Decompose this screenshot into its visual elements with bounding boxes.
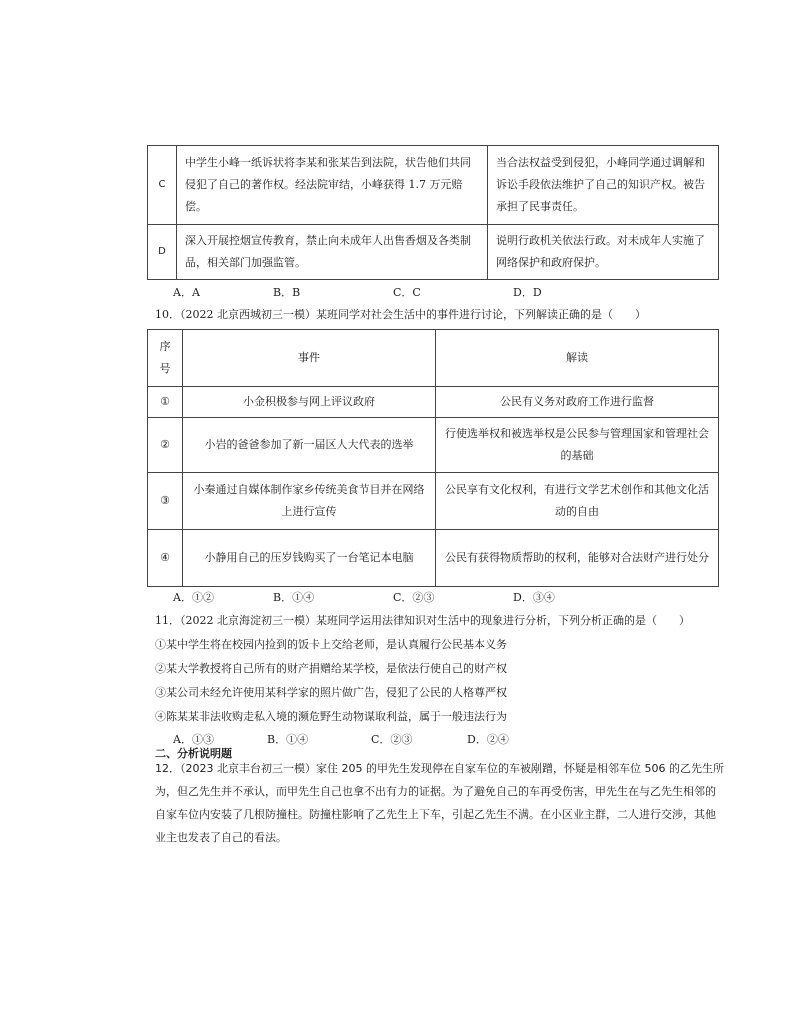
option-c: C．C [393,286,421,299]
question11-item: ③某公司未经允许使用某科学家的照片做广告，侵犯了公民的人格尊严权 [155,686,507,699]
question11-item: ④陈某某非法收购走私入境的濒危野生动物谋取利益，属于一般违法行为 [155,710,507,723]
explain-cell: 说明行政机关依法行政。对未成年人实施了网络保护和政府保护。 [488,225,719,280]
option-c: C．②③ [393,591,435,604]
explain-cell: 公民有义务对政府工作进行监督 [436,387,719,418]
question12-text: 12．（2023 北京丰台初三一模）家住 205 的甲先生发现停在自家车位的车被剐蹭，怀疑是相邻车位 506 的乙先生所为，但乙先生并不承认，而甲先生自己也拿不出有力的证据。为了避免自己的车再受伤害，甲先生在与乙先生相邻的自家车位内安装了几根防撞柱。防撞柱影响了乙先生上下车，引起乙先生不满。在小区业主群，二人进行交涉，其他业主也发表了自己的看法。 [155,762,724,844]
event-cell: 小秦通过自媒体制作家乡传统美食节目并在网络上进行宣传 [183,473,436,530]
event-cell: 小金积极参与网上评议政府 [183,387,436,418]
question11-item: ①某中学生将在校园内捡到的饭卡上交给老师，是认真履行公民基本义务 [155,638,507,651]
explain-cell: 当合法权益受到侵犯，小峰同学通过调解和诉讼手段依法维护了自己的知识产权。被告承担了民事责任。 [488,146,719,225]
option-b: B．B [273,286,301,299]
explain-cell: 公民有获得物质帮助的权利，能够对合法财产进行处分 [436,530,719,587]
question10-stem: 10．（2022 北京西城初三一模）某班同学对社会生活中的事件进行讨论，下列解读正确的是（ ） [155,308,646,321]
table-row [148,473,719,530]
table-row [148,387,719,418]
option-label: D [148,225,177,280]
option-b: B．①④ [267,733,309,746]
table-row [148,225,719,280]
table-header-row [148,330,719,387]
question9-table-continued [147,145,719,280]
option-label: C [148,146,177,225]
header-no: 序号 [148,330,183,387]
row-number: ② [148,418,183,473]
option-c: C．②③ [371,733,413,746]
event-cell: 中学生小峰一纸诉状将李某和张某告到法院，状告他们共同侵犯了自己的著作权。经法院审结，小峰获得 1.7 万元赔偿。 [177,146,488,225]
option-d: D．②④ [467,733,509,746]
question11-item: ②某大学教授将自己所有的财产捐赠给某学校，是依法行使自己的财产权 [155,662,507,675]
event-cell: 小静用自己的压岁钱购买了一台笔记本电脑 [183,530,436,587]
section-heading: 二、分析说明题 [155,747,232,760]
table-row [148,146,719,225]
option-a: A．①③ [173,733,214,746]
row-number: ④ [148,530,183,587]
option-d: D．D [513,286,542,299]
row-number: ① [148,387,183,418]
table-row [148,418,719,473]
explain-cell: 公民享有文化权利，有进行文学艺术创作和其他文化活动的自由 [436,473,719,530]
explain-cell: 行使选举权和被选举权是公民参与管理国家和管理社会的基础 [436,418,719,473]
header-explain: 解读 [436,330,719,387]
row-number: ③ [148,473,183,530]
option-a: A．A [173,286,200,299]
table-row [148,530,719,587]
question11-stem: 11．（2022 北京海淀初三一模）某班同学运用法律知识对生活中的现象进行分析，下列分析正确的是（ ） [155,614,690,627]
question10-table [147,329,719,587]
option-d: D．③④ [513,591,555,604]
option-b: B．①④ [273,591,315,604]
header-event: 事件 [183,330,436,387]
event-cell: 小岩的爸爸参加了新一届区人大代表的选举 [183,418,436,473]
option-a: A．①② [173,591,214,604]
event-cell: 深入开展控烟宣传教育，禁止向未成年人出售香烟及各类制品，相关部门加强监管。 [177,225,488,280]
